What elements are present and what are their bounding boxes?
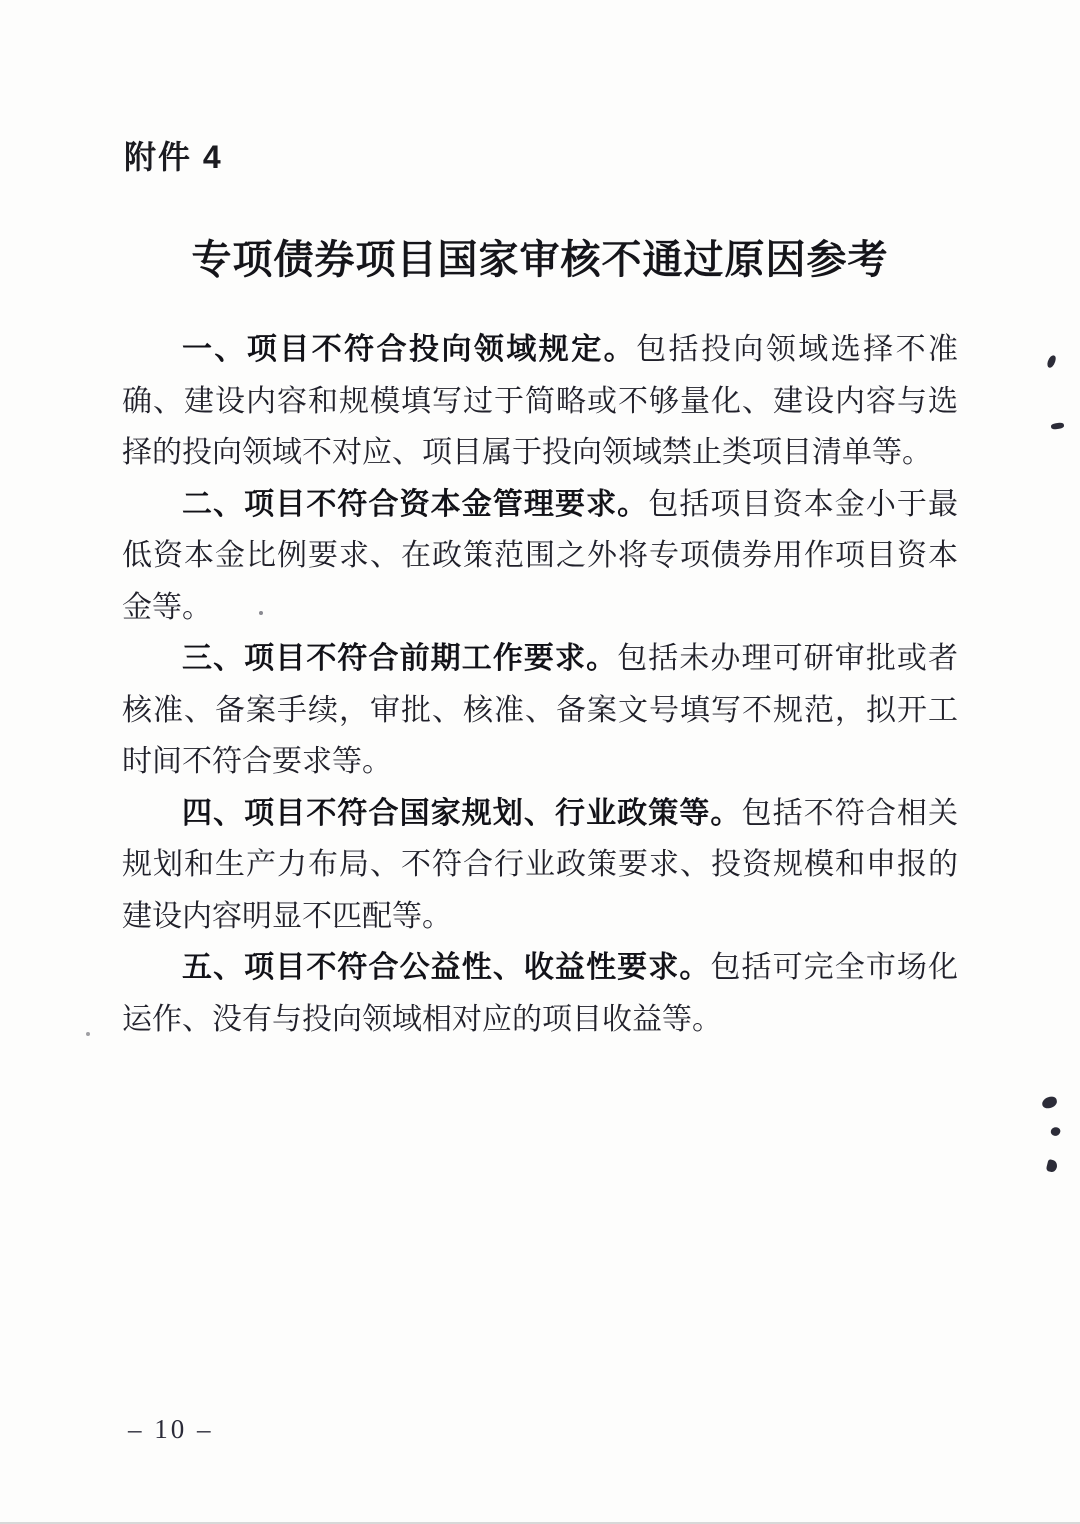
- scan-mark: [259, 611, 263, 615]
- paragraph-4-text: 包括不符合相关规划和生产力布局、不符合行业政策要求、投资规模和申报的建设内容明显不匹配等。: [122, 796, 958, 933]
- paragraph-1: [122, 324, 958, 479]
- paragraph-2-text: 包括项目资本金小于最低资本金比例要求、在政策范围之外将专项债券用作项目资本金等。: [122, 487, 958, 624]
- paragraph-2-lead: 二、项目不符合资本金管理要求。: [182, 487, 649, 521]
- page-number: – 10 –: [128, 1414, 214, 1444]
- paragraph-1-lead: 一、项目不符合投向领域规定。: [182, 333, 637, 366]
- document-title: 专项债券项目国家审核不通过原因参考: [191, 238, 889, 282]
- paragraph-5-text: 包括可完全市场化运作、没有与投向领域相对应的项目收益等。: [122, 951, 959, 1036]
- paragraph-5-lead: 五、项目不符合公益性、收益性要求。: [182, 951, 711, 984]
- attachment-label: 附件 4: [124, 139, 223, 175]
- paragraph-5: [122, 942, 958, 1045]
- paragraph-1-text: 包括投向领域选择不准确、建设内容和规模填写过于简略或不够量化、建设内容与选择的投向领域不对应、项目属于投向领域禁止类项目清单等。: [122, 333, 959, 469]
- scan-mark: [1046, 354, 1057, 369]
- document-body: [122, 324, 958, 1045]
- paragraph-4-lead: 四、项目不符合国家规划、行业政策等。: [182, 796, 742, 830]
- scan-mark: [1049, 1125, 1061, 1137]
- paragraph-3-lead: 三、项目不符合前期工作要求。: [182, 642, 618, 675]
- paragraph-3-text: 包括未办理可研审批或者核准、备案手续，审批、核准、备案文号填写不规范，拟开工时间不符合要求等。: [122, 642, 959, 778]
- scan-mark: [1051, 422, 1065, 430]
- paragraph-3: [122, 633, 958, 788]
- paragraph-2: [122, 479, 958, 634]
- scan-mark: [1046, 1159, 1059, 1173]
- scan-mark: [86, 1032, 90, 1036]
- paragraph-4: [122, 788, 958, 943]
- scan-mark: [1041, 1096, 1058, 1110]
